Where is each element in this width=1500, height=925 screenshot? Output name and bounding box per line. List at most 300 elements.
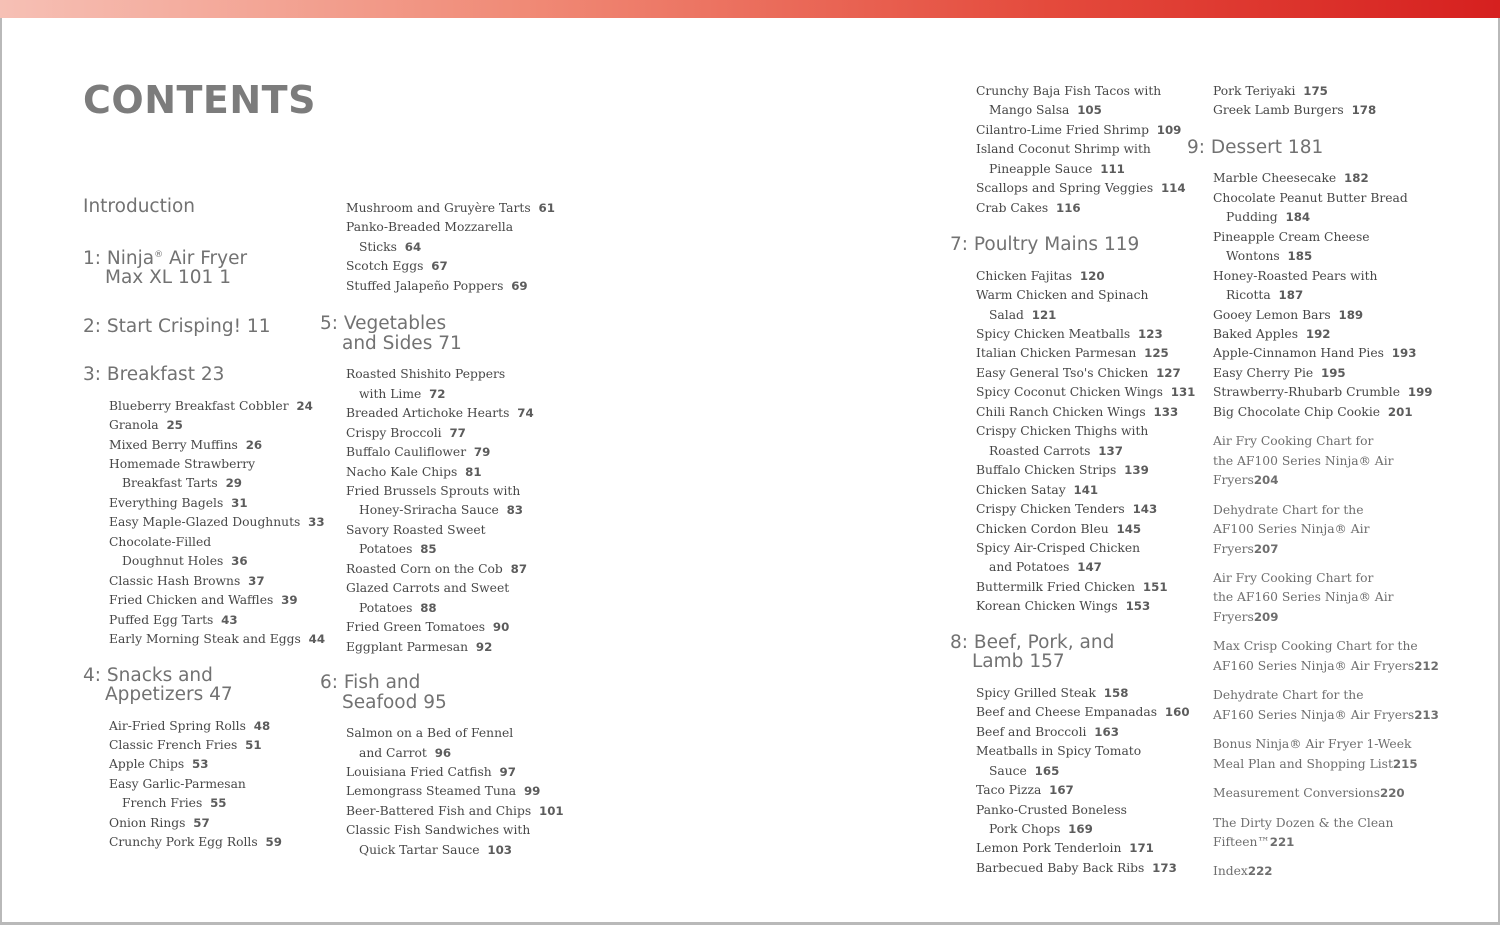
- entry-title: Spicy Chicken Meatballs: [976, 327, 1131, 342]
- toc-entry[interactable]: [1187, 101, 1437, 120]
- chapter-number: 1:: [83, 247, 102, 269]
- toc-column-2: [320, 199, 564, 860]
- entry-title: French Fries: [122, 796, 203, 811]
- page-number: 48: [253, 718, 271, 733]
- entry-title: Scotch Eggs: [346, 259, 424, 274]
- entry-title: Pork Chops: [989, 822, 1061, 836]
- page-number: 193: [1391, 346, 1417, 361]
- toc-entry[interactable]: [83, 814, 313, 833]
- entry-title-continued: [1213, 247, 1437, 266]
- entry-title: Index: [1213, 864, 1248, 879]
- chapter-title: Lamb: [972, 651, 1024, 673]
- entry-title: Baked Apples: [1213, 327, 1299, 342]
- page-number: 199: [1407, 385, 1433, 400]
- entry-title: Fried Green Tomatoes: [346, 620, 486, 635]
- page-number: 212: [1414, 658, 1439, 673]
- page-number: 37: [248, 573, 265, 588]
- entry-title-continued: [346, 841, 560, 860]
- entry-title: Buttermilk Fried Chicken: [976, 579, 1136, 594]
- entry-title: Korean Chicken Wings: [976, 599, 1118, 614]
- page-number: 92: [475, 639, 493, 654]
- chapter-heading-8[interactable]: [950, 633, 1185, 672]
- chapter-title: 2: Start Crisping!: [83, 315, 242, 337]
- entry-title: Dehydrate Chart for the: [1213, 688, 1364, 703]
- toc-entry[interactable]: [1187, 306, 1437, 325]
- page-number: 145: [1116, 521, 1142, 536]
- toc-entry[interactable]: [950, 383, 1196, 402]
- entry-title-continued: [976, 820, 1185, 839]
- page-number: 125: [1144, 346, 1169, 361]
- toc-entry[interactable]: [950, 539, 1185, 578]
- page-number: 31: [231, 495, 248, 510]
- page-number: 221: [1269, 835, 1295, 849]
- page-number: 165: [1034, 763, 1060, 778]
- page-number: 163: [1094, 724, 1119, 739]
- entry-title: Air-Fried Spring Rolls: [109, 718, 246, 733]
- entry-title: the AF100 Series Ninja® Air: [1213, 453, 1394, 468]
- chapter-title: Appetizers: [105, 684, 204, 706]
- toc-entry[interactable]: [950, 140, 1185, 179]
- entry-title-continued: [109, 552, 313, 571]
- toc-entry[interactable]: [950, 286, 1185, 325]
- entry-title: Pineapple Sauce: [989, 161, 1093, 176]
- page-number: 85: [420, 542, 437, 557]
- entry-title: Wontons: [1226, 249, 1280, 264]
- toc-column-1: [83, 196, 326, 853]
- chapter-heading-9[interactable]: [1187, 138, 1437, 158]
- entry-title: Taco Pizza: [976, 783, 1042, 798]
- entry-title-continued: [1213, 286, 1437, 305]
- entry-title: Honey-Sriracha Sauce: [359, 503, 499, 518]
- toc-entry[interactable]: [320, 424, 560, 443]
- page-number: 51: [245, 738, 262, 752]
- entry-title: Fried Brussels Sprouts with: [346, 483, 521, 498]
- entry-title: Nacho Kale Chips: [346, 464, 458, 479]
- toc-entry[interactable]: [83, 833, 313, 852]
- toc-entry[interactable]: [320, 463, 560, 482]
- page-number: 195: [1321, 365, 1346, 380]
- entry-title-continued: [976, 306, 1185, 325]
- page-number: 114: [1160, 181, 1186, 196]
- entry-title-continued: [346, 501, 560, 520]
- entry-title-continued: [346, 385, 560, 404]
- entry-title: Easy Garlic-Parmesan: [109, 776, 246, 791]
- entry-title: Potatoes: [359, 600, 413, 615]
- entry-title: Early Morning Steak and Eggs: [109, 632, 301, 647]
- chapter-page: 119: [1103, 234, 1140, 256]
- recipe-list-fish-continued: [950, 82, 1185, 218]
- page-number: 131: [1170, 385, 1196, 400]
- page-number: 167: [1049, 783, 1074, 798]
- page-number: 171: [1129, 841, 1154, 856]
- chapter-page: 181: [1287, 136, 1324, 158]
- entry-title-continued: [976, 442, 1185, 461]
- entry-title: Italian Chicken Parmesan: [976, 346, 1137, 361]
- toc-entry[interactable]: [950, 597, 1185, 616]
- page-number: 67: [431, 259, 448, 274]
- chapter-title: 7: Poultry Mains: [950, 234, 1099, 256]
- toc-entry[interactable]: [950, 121, 1185, 140]
- page-number: 123: [1138, 327, 1163, 342]
- back-matter-entry[interactable]: [1187, 862, 1437, 881]
- chapter-page: 23: [200, 364, 225, 386]
- page-number: 141: [1073, 482, 1099, 497]
- entry-title: Fried Chicken and Waffles: [109, 593, 274, 608]
- toc-entry[interactable]: [950, 82, 1185, 121]
- entry-title: Roasted Carrots: [989, 443, 1091, 458]
- entry-title: Ricotta: [1226, 288, 1271, 303]
- chapter-title: Seafood: [342, 691, 418, 713]
- page-number: 207: [1253, 541, 1279, 556]
- entry-title: Lemongrass Steamed Tuna: [346, 784, 517, 799]
- page-number: 182: [1344, 171, 1369, 186]
- entry-title: Chicken Satay: [976, 482, 1066, 497]
- toc-entry[interactable]: [950, 578, 1185, 597]
- toc-entry[interactable]: [320, 404, 560, 423]
- back-matter-entry[interactable]: [1187, 686, 1437, 725]
- toc-entry[interactable]: [320, 821, 560, 860]
- toc-entry[interactable]: [83, 591, 313, 610]
- back-matter-entry[interactable]: [1187, 637, 1437, 676]
- toc-entry[interactable]: [320, 802, 564, 821]
- page-number: 55: [210, 796, 227, 811]
- entry-title: Apple Chips: [109, 757, 185, 772]
- toc-entry[interactable]: [950, 781, 1185, 800]
- page-number: 111: [1100, 161, 1125, 176]
- entry-title: Chocolate-Filled: [109, 534, 212, 549]
- toc-entry[interactable]: [83, 775, 313, 814]
- back-matter-entry[interactable]: [1187, 432, 1437, 490]
- toc-entry[interactable]: [1187, 364, 1437, 383]
- page-number: 133: [1153, 404, 1179, 419]
- entry-title: Crunchy Baja Fish Tacos with: [976, 84, 1162, 98]
- page-number: 43: [221, 612, 238, 627]
- chapter-heading-5[interactable]: [320, 314, 560, 353]
- page-title: CONTENTS: [83, 78, 316, 122]
- toc-entry[interactable]: [83, 630, 326, 649]
- entry-title: Crunchy Pork Egg Rolls: [109, 835, 258, 850]
- chapter-title: Ninja: [106, 247, 155, 269]
- chapter-heading-7[interactable]: [950, 235, 1185, 255]
- page-number: 175: [1303, 84, 1328, 98]
- entry-title: Beer-Battered Fish and Chips: [346, 803, 532, 818]
- chapter-title: 9: Dessert: [1187, 136, 1283, 158]
- entry-title-continued: [346, 744, 560, 763]
- toc-entry[interactable]: [320, 277, 560, 296]
- recipe-list-beef: [950, 684, 1190, 879]
- toc-entry[interactable]: [320, 443, 560, 462]
- toc-entry[interactable]: [950, 481, 1185, 500]
- toc-entry[interactable]: [950, 500, 1185, 519]
- toc-entry[interactable]: [950, 703, 1190, 722]
- page-number: 204: [1253, 473, 1279, 488]
- entry-title: Mushroom and Gruyère Tarts: [346, 201, 531, 215]
- toc-entry[interactable]: [950, 422, 1185, 461]
- page-number: 83: [506, 503, 524, 518]
- entry-title: Everything Bagels: [109, 495, 224, 510]
- entry-title: Warm Chicken and Spinach: [976, 288, 1149, 303]
- toc-entry[interactable]: [950, 461, 1185, 480]
- entry-title: Spicy Air-Crisped Chicken: [976, 541, 1141, 556]
- toc-entry[interactable]: [320, 638, 560, 657]
- toc-entry[interactable]: [83, 572, 313, 591]
- page-number: 116: [1056, 200, 1081, 215]
- entry-title: Buffalo Chicken Strips: [976, 463, 1117, 478]
- page-number: 120: [1079, 268, 1105, 283]
- entry-title: Breakfast Tarts: [122, 476, 218, 491]
- toc-entry[interactable]: [320, 257, 560, 276]
- toc-entry[interactable]: [950, 859, 1185, 878]
- toc-entry[interactable]: [320, 618, 560, 637]
- recipe-list-snacks: [83, 717, 313, 853]
- toc-entry[interactable]: [950, 179, 1185, 198]
- toc-entry[interactable]: [950, 723, 1185, 742]
- entry-title: Pineapple Cream Cheese: [1213, 229, 1370, 244]
- chapter-heading-introduction[interactable]: [83, 197, 313, 217]
- toc-entry[interactable]: [320, 199, 560, 218]
- toc-entry[interactable]: [950, 325, 1185, 344]
- toc-entry[interactable]: [1187, 325, 1437, 344]
- toc-entry[interactable]: [950, 801, 1185, 840]
- toc-entry[interactable]: [83, 397, 313, 416]
- entry-title-continued: [976, 762, 1185, 781]
- entry-title: Spicy Grilled Steak: [976, 685, 1096, 700]
- entry-title: Island Coconut Shrimp with: [976, 142, 1151, 157]
- recipe-list-breakfast: [83, 397, 326, 650]
- entry-title: and Carrot: [359, 745, 427, 760]
- entry-title: Doughnut Holes: [122, 554, 224, 569]
- entry-title: Chocolate Peanut Butter Bread: [1213, 190, 1408, 205]
- toc-entry[interactable]: [950, 344, 1185, 363]
- chapter-heading-4[interactable]: [83, 666, 313, 705]
- toc-entry[interactable]: [320, 724, 560, 763]
- entry-title-continued: [346, 540, 560, 559]
- entry-title: Lemon Pork Tenderloin: [976, 841, 1122, 856]
- entry-title: Quick Tartar Sauce: [359, 842, 480, 857]
- chapter-heading-2[interactable]: [83, 317, 313, 337]
- page-number: 103: [487, 842, 512, 857]
- entry-title: AF160 Series Ninja® Air Fryers: [1213, 707, 1415, 722]
- toc-entry[interactable]: [83, 436, 313, 455]
- toc-entry[interactable]: [1187, 344, 1437, 363]
- toc-entry[interactable]: [1187, 403, 1437, 422]
- entry-title: Fryers: [1213, 609, 1254, 624]
- entry-title: the AF160 Series Ninja® Air: [1213, 590, 1394, 605]
- entry-title: Fryers: [1213, 541, 1254, 556]
- entry-title: Savory Roasted Sweet: [346, 522, 486, 537]
- page-number: 29: [225, 476, 242, 491]
- entry-title: Fifteen™: [1213, 835, 1270, 849]
- back-matter-entry[interactable]: [1187, 784, 1437, 803]
- entry-title: Max Crisp Cooking Chart for the: [1213, 639, 1418, 654]
- page-number: 96: [434, 745, 452, 760]
- page-number: 53: [192, 757, 209, 772]
- toc-entry[interactable]: [1187, 383, 1437, 402]
- entry-title: Fryers: [1213, 473, 1254, 488]
- entry-title: Air Fry Cooking Chart for: [1213, 434, 1374, 449]
- entry-title: Bonus Ninja® Air Fryer 1-Week: [1213, 737, 1412, 752]
- toc-entry[interactable]: [83, 755, 313, 774]
- toc-entry[interactable]: [83, 416, 313, 435]
- page-number: 25: [166, 418, 183, 433]
- toc-entry[interactable]: [320, 763, 560, 782]
- entry-title: Sticks: [359, 239, 397, 254]
- page-number: 121: [1031, 307, 1057, 322]
- toc-entry[interactable]: [83, 494, 313, 513]
- entry-title: Barbecued Baby Back Ribs: [976, 860, 1145, 875]
- entry-title: Greek Lamb Burgers: [1213, 103, 1344, 118]
- toc-entry[interactable]: [320, 482, 560, 521]
- page-number: 90: [492, 620, 510, 635]
- entry-title-continued: [976, 101, 1185, 120]
- page-number: 151: [1142, 579, 1168, 594]
- toc-entry[interactable]: [83, 736, 313, 755]
- recipe-list-vegetables: [320, 365, 560, 657]
- chapter-heading-6[interactable]: [320, 673, 560, 712]
- back-matter-entry[interactable]: [1187, 569, 1437, 627]
- chapter-page: 47: [209, 684, 233, 706]
- page-number: 137: [1098, 443, 1123, 458]
- entry-title: Meatballs in Spicy Tomato: [976, 744, 1142, 759]
- entry-title: Roasted Corn on the Cob: [346, 561, 503, 576]
- entry-title: Buffalo Cauliflower: [346, 445, 467, 460]
- recipe-list-dessert: [1187, 169, 1437, 422]
- entry-title: Easy Cherry Pie: [1213, 365, 1314, 380]
- entry-title: Apple-Cinnamon Hand Pies: [1213, 346, 1384, 361]
- toc-entry[interactable]: [950, 403, 1185, 422]
- entry-title: Salad: [989, 307, 1024, 322]
- registered-mark: ®: [154, 249, 164, 260]
- entry-title: Homemade Strawberry: [109, 457, 256, 472]
- page-number: 33: [308, 515, 325, 530]
- back-matter-list: [1187, 432, 1437, 882]
- toc-entry[interactable]: [950, 839, 1185, 858]
- page-number: 222: [1247, 864, 1273, 879]
- recipe-list-poultry: [950, 267, 1196, 617]
- entry-title-continued: [109, 794, 313, 813]
- page-number: 81: [465, 464, 482, 479]
- entry-title: Panko-Breaded Mozzarella: [346, 220, 514, 235]
- page-number: 187: [1278, 288, 1304, 303]
- toc-entry[interactable]: [83, 611, 313, 630]
- entry-title-continued: [1213, 208, 1437, 227]
- entry-title: The Dirty Dozen & the Clean: [1213, 815, 1394, 830]
- back-matter-entry[interactable]: [1187, 814, 1437, 853]
- entry-title: Marble Cheesecake: [1213, 171, 1337, 186]
- entry-title: with Lime: [359, 386, 422, 401]
- toc-entry[interactable]: [950, 267, 1185, 286]
- toc-entry[interactable]: [1187, 169, 1437, 188]
- chapter-page: 157: [1029, 651, 1065, 673]
- entry-title: Onion Rings: [109, 815, 186, 830]
- toc-entry[interactable]: [950, 199, 1185, 218]
- toc-entry[interactable]: [950, 364, 1185, 383]
- entry-title: Easy General Tso's Chicken: [976, 365, 1149, 380]
- chapter-title: Introduction: [83, 196, 196, 217]
- entry-title: Air Fry Cooking Chart for: [1213, 571, 1374, 586]
- toc-entry[interactable]: [1187, 189, 1437, 228]
- toc-entry[interactable]: [320, 579, 560, 618]
- toc-entry[interactable]: [320, 218, 560, 257]
- toc-entry[interactable]: [320, 365, 560, 404]
- entry-title: Strawberry-Rhubarb Crumble: [1213, 385, 1401, 400]
- page-number: 59: [265, 835, 282, 850]
- chapter-page: 71: [438, 332, 462, 354]
- page-number: 36: [231, 554, 248, 569]
- entry-title: Spicy Coconut Chicken Wings: [976, 385, 1163, 400]
- page-number: 74: [517, 406, 534, 421]
- entry-title: Chili Ranch Chicken Wings: [976, 404, 1146, 419]
- entry-title: Gooey Lemon Bars: [1213, 307, 1331, 322]
- page-number: 185: [1287, 249, 1313, 264]
- toc-entry[interactable]: [1187, 82, 1437, 101]
- entry-title: Potatoes: [359, 542, 413, 557]
- toc-entry[interactable]: [320, 560, 560, 579]
- entry-title: Chicken Cordon Bleu: [976, 521, 1109, 536]
- entry-title-continued: [346, 599, 560, 618]
- entry-title: Roasted Shishito Peppers: [346, 367, 506, 382]
- chapter-title: Air Fryer: [163, 247, 248, 269]
- toc-entry[interactable]: [83, 455, 313, 494]
- toc-entry[interactable]: [320, 782, 560, 801]
- toc-entry[interactable]: [1187, 228, 1437, 267]
- toc-entry[interactable]: [950, 520, 1185, 539]
- entry-title: Cilantro-Lime Fried Shrimp: [976, 122, 1149, 137]
- entry-title-continued: [976, 160, 1185, 179]
- chapter-page: 11: [246, 315, 271, 337]
- entry-title: Panko-Crusted Boneless: [976, 802, 1127, 817]
- page-number: 87: [510, 561, 528, 576]
- chapter-page: 1: [219, 267, 231, 289]
- entry-title: Puffed Egg Tarts: [109, 612, 214, 627]
- toc-entry[interactable]: [950, 684, 1185, 703]
- entry-title-continued: [346, 238, 560, 257]
- back-matter-entry[interactable]: [1187, 735, 1437, 774]
- entry-title: and Potatoes: [989, 560, 1070, 575]
- recipe-list-fish: [320, 724, 564, 860]
- chapter-heading-1[interactable]: [83, 246, 313, 288]
- chapter-title: 6: Fish and: [320, 672, 421, 694]
- chapter-heading-3[interactable]: [83, 365, 313, 385]
- entry-title-continued: [976, 558, 1185, 577]
- page-number: 127: [1156, 365, 1181, 380]
- toc-entry[interactable]: [320, 521, 560, 560]
- page-number: 69: [511, 278, 528, 293]
- entry-title: Pudding: [1226, 210, 1278, 225]
- top-accent-bar: [0, 0, 1500, 18]
- page-number: 147: [1077, 560, 1102, 575]
- recipe-list-snacks-continued: [320, 199, 560, 296]
- entry-title: Meal Plan and Shopping List: [1213, 756, 1393, 771]
- page-number: 57: [193, 815, 210, 830]
- page-number: 220: [1380, 786, 1405, 801]
- chapter-title: 5: Vegetables: [320, 313, 447, 335]
- chapter-title: and Sides: [342, 332, 433, 354]
- back-matter-entry[interactable]: [1187, 501, 1437, 559]
- toc-entry[interactable]: [83, 717, 313, 736]
- toc-entry[interactable]: [83, 513, 325, 532]
- page-number: 64: [404, 239, 422, 254]
- chapter-title: 3: Breakfast: [83, 364, 195, 386]
- toc-entry[interactable]: [950, 742, 1185, 781]
- toc-entry[interactable]: [83, 533, 313, 572]
- toc-entry[interactable]: [1187, 267, 1437, 306]
- page-number: 44: [308, 632, 326, 647]
- page-number: 209: [1253, 609, 1279, 624]
- entry-title: Honey-Roasted Pears with: [1213, 268, 1378, 283]
- page-number: 139: [1124, 463, 1149, 478]
- page-number: 192: [1305, 327, 1331, 342]
